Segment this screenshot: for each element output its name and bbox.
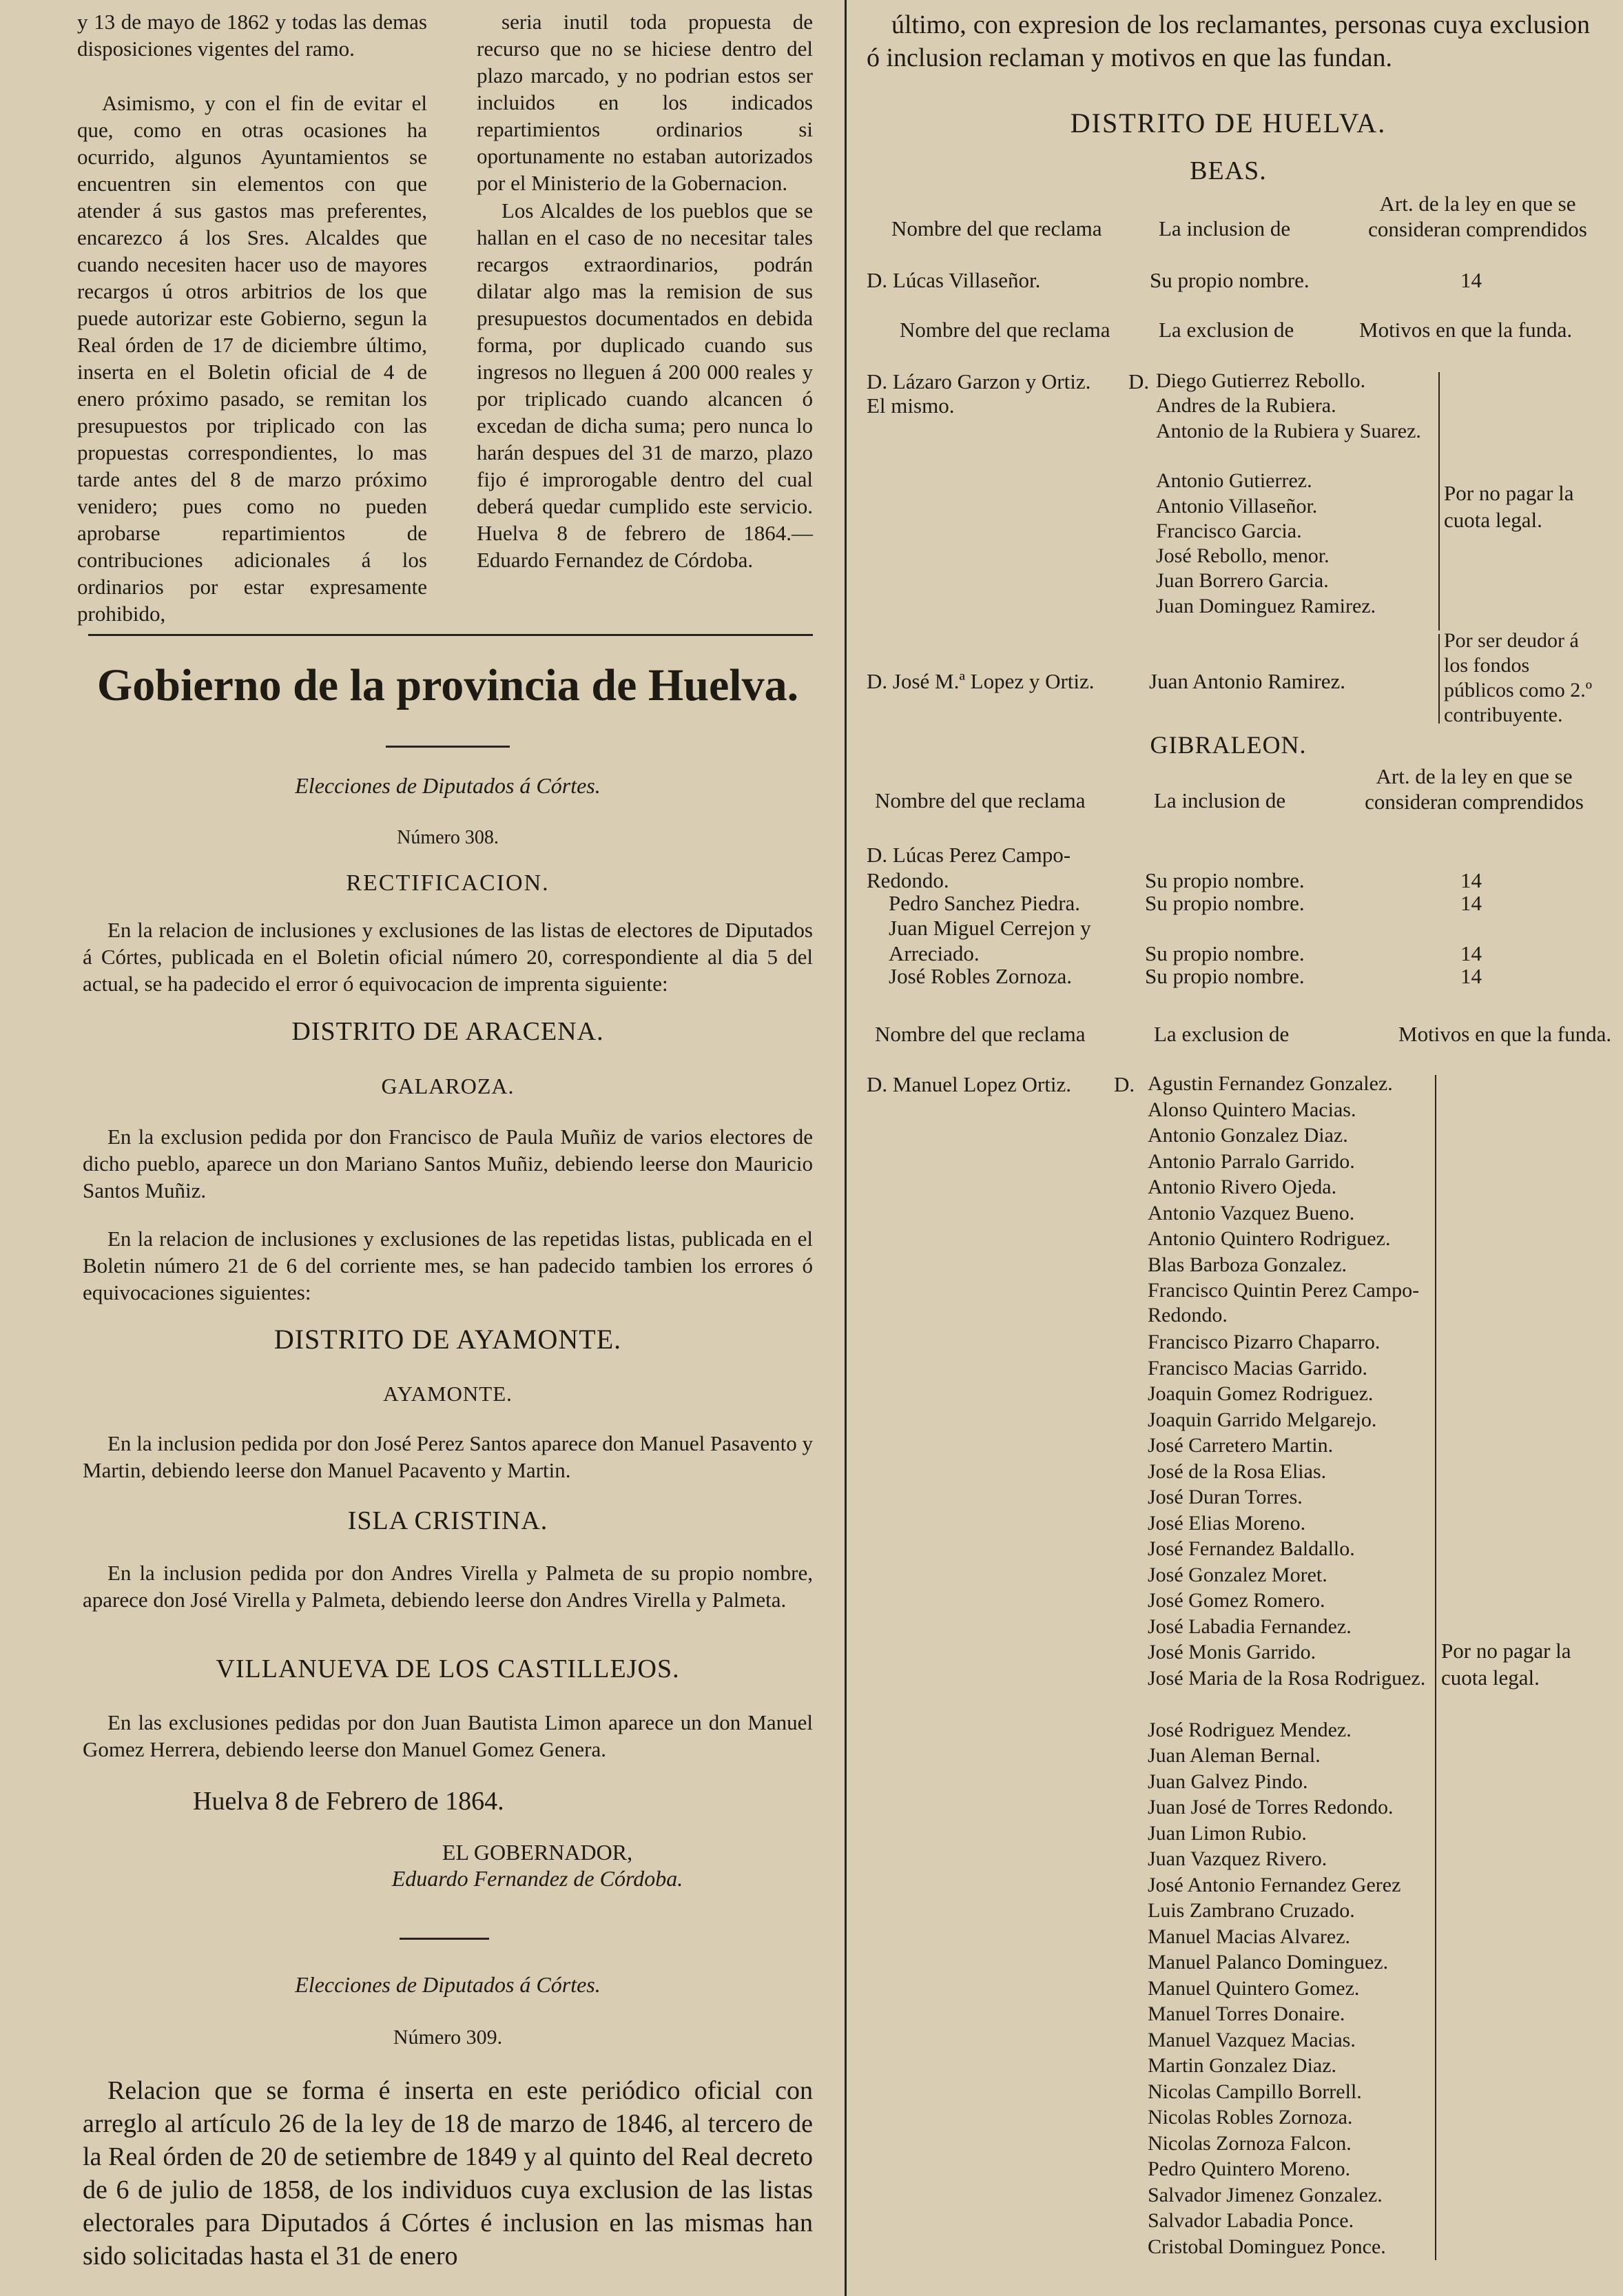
gib-excluded-name: Martin Gonzalez Diaz. [1148, 2054, 1337, 2077]
right-top-paragraph: último, con expresion de los reclamantes, personas cuya exclusion ó inclusion reclaman y motivos en que las fundan. [867, 10, 1590, 72]
gib-excluded-name: Antonio Rivero Ojeda. [1148, 1176, 1337, 1198]
header-motivos-1: Motivos en que la funda. [1359, 318, 1573, 342]
distrito-huelva: DISTRITO DE HUELVA. [1070, 107, 1387, 139]
gib-motivo: Por no pagar la cuota legal. [1441, 1639, 1571, 1690]
gib-inc-persona: Su propio nombre. [1145, 941, 1305, 965]
beas-excluded-name: Antonio de la Rubiera y Suarez. [1156, 419, 1421, 442]
beas-excluded-name: José Rebollo, menor. [1156, 544, 1330, 568]
header-nombre-1: Nombre del que reclama [891, 216, 1102, 240]
galaroza-title: GALAROZA. [381, 1074, 515, 1098]
beas-excluded-name: Juan Borrero Garcia. [1156, 569, 1329, 593]
gib-inc-articulo: 14 [1460, 891, 1482, 915]
col2-paragraph-2: Los Alcaldes de los pueblos que se hallan en el caso de no necesitar tales recargos extraordinarios, podrán dilatar algo mas la remision de sus presupuestos documentados en debida forma, por duplicado cuando sus ingresos no lleguen á 200 000 reales y por triplicado cuando alcancen ó excedan de dicha suma; pero nunca lo harán despues del 31 de marzo, plazo fijo é improrogable dentro del cual deberá quedar cumplido este servicio. Huelva 8 de febrero de 1864.—Eduardo Fernandez de Córdoba. [477, 198, 813, 572]
gib-excluded-name: Pedro Quintero Moreno. [1148, 2157, 1351, 2180]
gib-excluded-name: Juan Galvez Pindo. [1148, 1770, 1308, 1793]
gib-excluded-name: Francisco Quintin Perez Campo-Redondo. [1148, 1279, 1420, 1327]
villanueva-paragraph: En las exclusiones pedidas por don Juan Bautista Limon aparece un don Manuel Gomez Herrera, debiendo leerse don Manuel Gomez Genera. [83, 1710, 813, 1761]
gib-excluded-name: Salvador Labadia Ponce. [1148, 2209, 1354, 2232]
gib-excluded-name: Antonio Parralo Garrido. [1148, 1149, 1355, 1173]
gib-excluded-name: José Duran Torres. [1148, 1486, 1303, 1508]
rectificacion-paragraph: En la relacion de inclusiones y exclusiones de las listas de electores de Diputados á Córtes, publicada en el Boletin oficial número 20, correspondiente al dia 5 del actual, se ha padecido el error ó equivocacion de imprenta siguiente: [83, 918, 813, 996]
gib-inc-reclamante: Juan Miguel Cerrejon y Arreciado. [889, 916, 1091, 965]
gib-excluded-name: José de la Rosa Elias. [1148, 1459, 1327, 1483]
header-art-1: Art. de la ley en que se consideran comprendidos [1368, 192, 1587, 241]
gib-excluded-name: Luis Zambrano Cruzado. [1148, 1899, 1355, 1922]
gib-excluded-name: Antonio Gonzalez Diaz. [1148, 1124, 1348, 1147]
beas-exc2-persona: Juan Antonio Ramirez. [1149, 669, 1345, 693]
distrito-ayamonte: DISTRITO DE AYAMONTE. [273, 1324, 622, 1355]
gib-inc-articulo: 14 [1460, 868, 1482, 892]
gib-excluded-name: José Maria de la Rosa Rodriguez. [1148, 1666, 1426, 1690]
gib-inc-reclamante: José Robles Zornoza. [889, 964, 1073, 988]
ornament-rule-2 [400, 1938, 489, 1940]
col2-paragraph-1: seria inutil toda propuesta de recurso que no se hiciese dentro del plazo marcado, y no podrian estos ser incluidos en los indicados repartimientos ordinarios si oportunamente no estaban autorizados por el Ministerio de la Gobernacion. [477, 10, 813, 195]
gib-exc-reclamante: D. Manuel Lopez Ortiz. [867, 1072, 1071, 1096]
beas-exc-reclamante-2: El mismo. [867, 393, 955, 418]
header-inclusion-1: La inclusion de [1159, 216, 1291, 240]
isla-cristina-paragraph: En la inclusion pedida por don Andres Virella y Palmeta de su propio nombre, aparece don José Virella y Palmeta, debiendo leerse don Andres Virella y Palmeta. [83, 1561, 813, 1612]
beas-brace [1438, 372, 1440, 631]
page-heading: Gobierno de la provincia de Huelva. [96, 660, 799, 710]
gib-excluded-name: Nicolas Robles Zornoza. [1148, 2106, 1353, 2129]
gib-excluded-name: Joaquin Garrido Melgarejo. [1148, 1408, 1377, 1431]
gib-excluded-name: José Elias Moreno. [1148, 1511, 1306, 1535]
gib-excluded-name: Nicolas Campillo Borrell. [1148, 2080, 1362, 2103]
gib-excluded-name: Cristobal Dominguez Ponce. [1148, 2235, 1386, 2258]
beas-exc2-motivo: Por ser deudor á los fondos públicos como 2.º contribuyente. [1444, 629, 1593, 726]
gibraleon-title: GIBRALEON. [1150, 731, 1307, 759]
ayamonte-paragraph: En la inclusion pedida por don José Perez Santos aparece don Manuel Pasavento y Martin, debiendo leerse don Manuel Pacavento y Martin. [83, 1431, 813, 1482]
gib-excluded-name: Francisco Macias Garrido. [1148, 1356, 1368, 1380]
beas-exc2-reclamante: D. José M.ª Lopez y Ortiz. [867, 669, 1095, 693]
numero-309: Número 309. [393, 2026, 503, 2049]
beas-excluded-name: Juan Dominguez Ramirez. [1156, 594, 1376, 617]
section-rule [88, 634, 813, 636]
gib-excluded-name: Manuel Quintero Gomez. [1148, 1976, 1360, 2000]
gib-inc-persona: Su propio nombre. [1145, 868, 1305, 892]
header-nombre-4: Nombre del que reclama [875, 1022, 1086, 1046]
date-line: Huelva 8 de Febrero de 1864. [193, 1787, 504, 1816]
gib-inc-reclamante: D. Lúcas Perez Campo-Redondo. [867, 843, 1071, 892]
header-art-2: Art. de la ley en que se consideran comprendidos [1365, 764, 1584, 814]
gib-excluded-name: Antonio Vazquez Bueno. [1148, 1201, 1355, 1224]
header-nombre-2: Nombre del que reclama [900, 318, 1110, 342]
header-exclusion-1: La exclusion de [1159, 318, 1294, 342]
gib-excluded-name: Nicolas Zornoza Falcon. [1148, 2131, 1352, 2155]
beas-exc-reclamante: D. Lázaro Garzon y Ortiz. [867, 369, 1091, 393]
beas-inc-persona: Su propio nombre. [1150, 268, 1310, 292]
gib-excluded-name: Agustin Fernandez Gonzalez. [1148, 1072, 1393, 1095]
ornament-rule [386, 746, 510, 748]
gib-excluded-name: José Carretero Martin. [1148, 1434, 1334, 1457]
numero-308: Número 308. [397, 827, 499, 848]
distrito-aracena: DISTRITO DE ARACENA. [291, 1017, 604, 1046]
gib-excluded-name: Manuel Vazquez Macias. [1148, 2028, 1356, 2051]
gib-excluded-name: Alonso Quintero Macias. [1148, 1098, 1356, 1121]
col1-paragraph-1: y 13 de mayo de 1862 y todas las demas disposiciones vigentes del ramo. [77, 10, 427, 61]
gib-excluded-name: Juan Aleman Bernal. [1148, 1744, 1321, 1767]
gib-excluded-name: Manuel Macias Alvarez. [1148, 1925, 1351, 1948]
gib-excluded-name: José Rodriguez Mendez. [1148, 1718, 1352, 1741]
gib-inc-articulo: 14 [1460, 941, 1482, 965]
header-nombre-3: Nombre del que reclama [875, 788, 1086, 812]
beas-excluded-name: Antonio Gutierrez. [1156, 469, 1312, 493]
beas-excluded-name: Francisco Garcia. [1156, 519, 1302, 542]
relacion-309-paragraph: Relacion que se forma é inserta en este periódico oficial con arreglo al artículo 26 de la ley de 18 de marzo de 1846, al tercero de la Real órden de 20 de setiembre de 1849 y al quinto del Real decreto de 6 de julio de 1858, de los individuos cuya exclusion de las listas electorales para Diputados á Córtes é inclusion en las mismas han sido solicitadas hasta el 31 de enero [83, 2076, 813, 2271]
column-divider [845, 0, 847, 2296]
gib-excluded-name: Manuel Palanco Dominguez. [1148, 1951, 1389, 1974]
isla-cristina-title: ISLA CRISTINA. [347, 1506, 548, 1535]
beas-excluded-name: Antonio Villaseñor. [1156, 494, 1318, 517]
gib-excluded-name: José Gonzalez Moret. [1148, 1563, 1327, 1586]
gib-inc-persona: Su propio nombre. [1145, 964, 1305, 988]
gib-excluded-name: Salvador Jimenez Gonzalez. [1148, 2183, 1383, 2206]
gib-excluded-name: Francisco Pizarro Chaparro. [1148, 1331, 1381, 1353]
gib-inc-articulo: 14 [1460, 964, 1482, 988]
subtitle-elecciones: Elecciones de Diputados á Córtes. [295, 773, 601, 798]
gib-excluded-name: José Labadia Fernandez. [1148, 1615, 1352, 1638]
col1-paragraph-2: Asimismo, y con el fin de evitar el que, como en otras ocasiones ha ocurrido, algunos Ayuntamientos se encuentren sin elementos con que atender á sus gastos mas preferentes, encarezco á los Sres. Alcaldes que cuando necesiten hacer uso de mayores recargos ú otros arbitrios de los que puede autorizar este Gobierno, segun la Real órden de 17 de diciembre último, inserta en el Boletin oficial de 4 de enero próximo pasado, se remitan los presupuestos por triplicado con las propuestas correspondientes, lo mas tarde antes del 8 de marzo próximo venidero; pues como no pueden aprobarse repartimientos de contribuciones adicionales á los ordinarios por estar expresamente prohibido, [77, 91, 427, 626]
gib-excluded-name: José Fernandez Baldallo. [1148, 1537, 1355, 1560]
gib-excluded-name: Antonio Quintero Rodriguez. [1148, 1227, 1391, 1250]
gib-inc-reclamante: Pedro Sanchez Piedra. [889, 891, 1081, 915]
subtitle-elecciones-2: Elecciones de Diputados á Córtes. [295, 1972, 601, 1997]
beas-excluded-name: Andres de la Rubiera. [1156, 394, 1336, 418]
gib-excluded-name: José Gomez Romero. [1148, 1589, 1325, 1612]
header-motivos-2: Motivos en que la funda. [1398, 1022, 1612, 1046]
gib-inc-persona: Su propio nombre. [1145, 891, 1305, 915]
gib-d-prefix: D. [1114, 1072, 1135, 1096]
galaroza-paragraph: En la exclusion pedida por don Francisco de Paula Muñiz de varios electores de dicho pueblo, aparece un don Mariano Santos Muñiz, debiendo leerse don Mauricio Santos Muñiz. [83, 1125, 813, 1202]
gib-excluded-name: José Monis Garrido. [1148, 1641, 1316, 1663]
gib-excluded-name: Blas Barboza Gonzalez. [1148, 1253, 1347, 1276]
gib-excluded-name: Juan Limon Rubio. [1148, 1821, 1307, 1845]
beas-excluded-name: Diego Gutierrez Rebollo. [1156, 369, 1366, 392]
gobernador-name: Eduardo Fernandez de Córdoba. [391, 1866, 683, 1891]
gib-excluded-name: José Antonio Fernandez Gerez [1148, 1873, 1401, 1896]
gib-excluded-name: Juan José de Torres Redondo. [1148, 1796, 1394, 1818]
beas-inc-articulo: 14 [1460, 268, 1482, 292]
gobernador-title: EL GOBERNADOR, [442, 1840, 633, 1865]
beas-brace-2 [1438, 634, 1440, 724]
beas-inc-reclamante: D. Lúcas Villaseñor. [867, 268, 1041, 292]
ayamonte-title: AYAMONTE. [383, 1382, 513, 1406]
header-inclusion-2: La inclusion de [1154, 788, 1286, 812]
gib-excluded-name: Juan Vazquez Rivero. [1148, 1847, 1327, 1870]
gib-excluded-name: Joaquin Gomez Rodriguez. [1148, 1382, 1374, 1405]
relacion-paragraph: En la relacion de inclusiones y exclusiones de las repetidas listas, publicada en el Boletin número 21 de 6 del corriente mes, se han padecido tambien los errores ó equivocaciones siguientes: [83, 1227, 813, 1304]
rectificacion-title: RECTIFICACION. [346, 870, 550, 896]
beas-title: BEAS. [1190, 156, 1267, 185]
gib-excluded-name: Manuel Torres Donaire. [1148, 2002, 1345, 2025]
gib-brace [1435, 1075, 1436, 2260]
beas-motivo: Por no pagar la cuota legal. [1444, 481, 1574, 532]
villanueva-title: VILLANUEVA DE LOS CASTILLEJOS. [216, 1654, 680, 1683]
beas-d-prefix: D. [1128, 369, 1150, 393]
header-exclusion-2: La exclusion de [1154, 1022, 1290, 1046]
